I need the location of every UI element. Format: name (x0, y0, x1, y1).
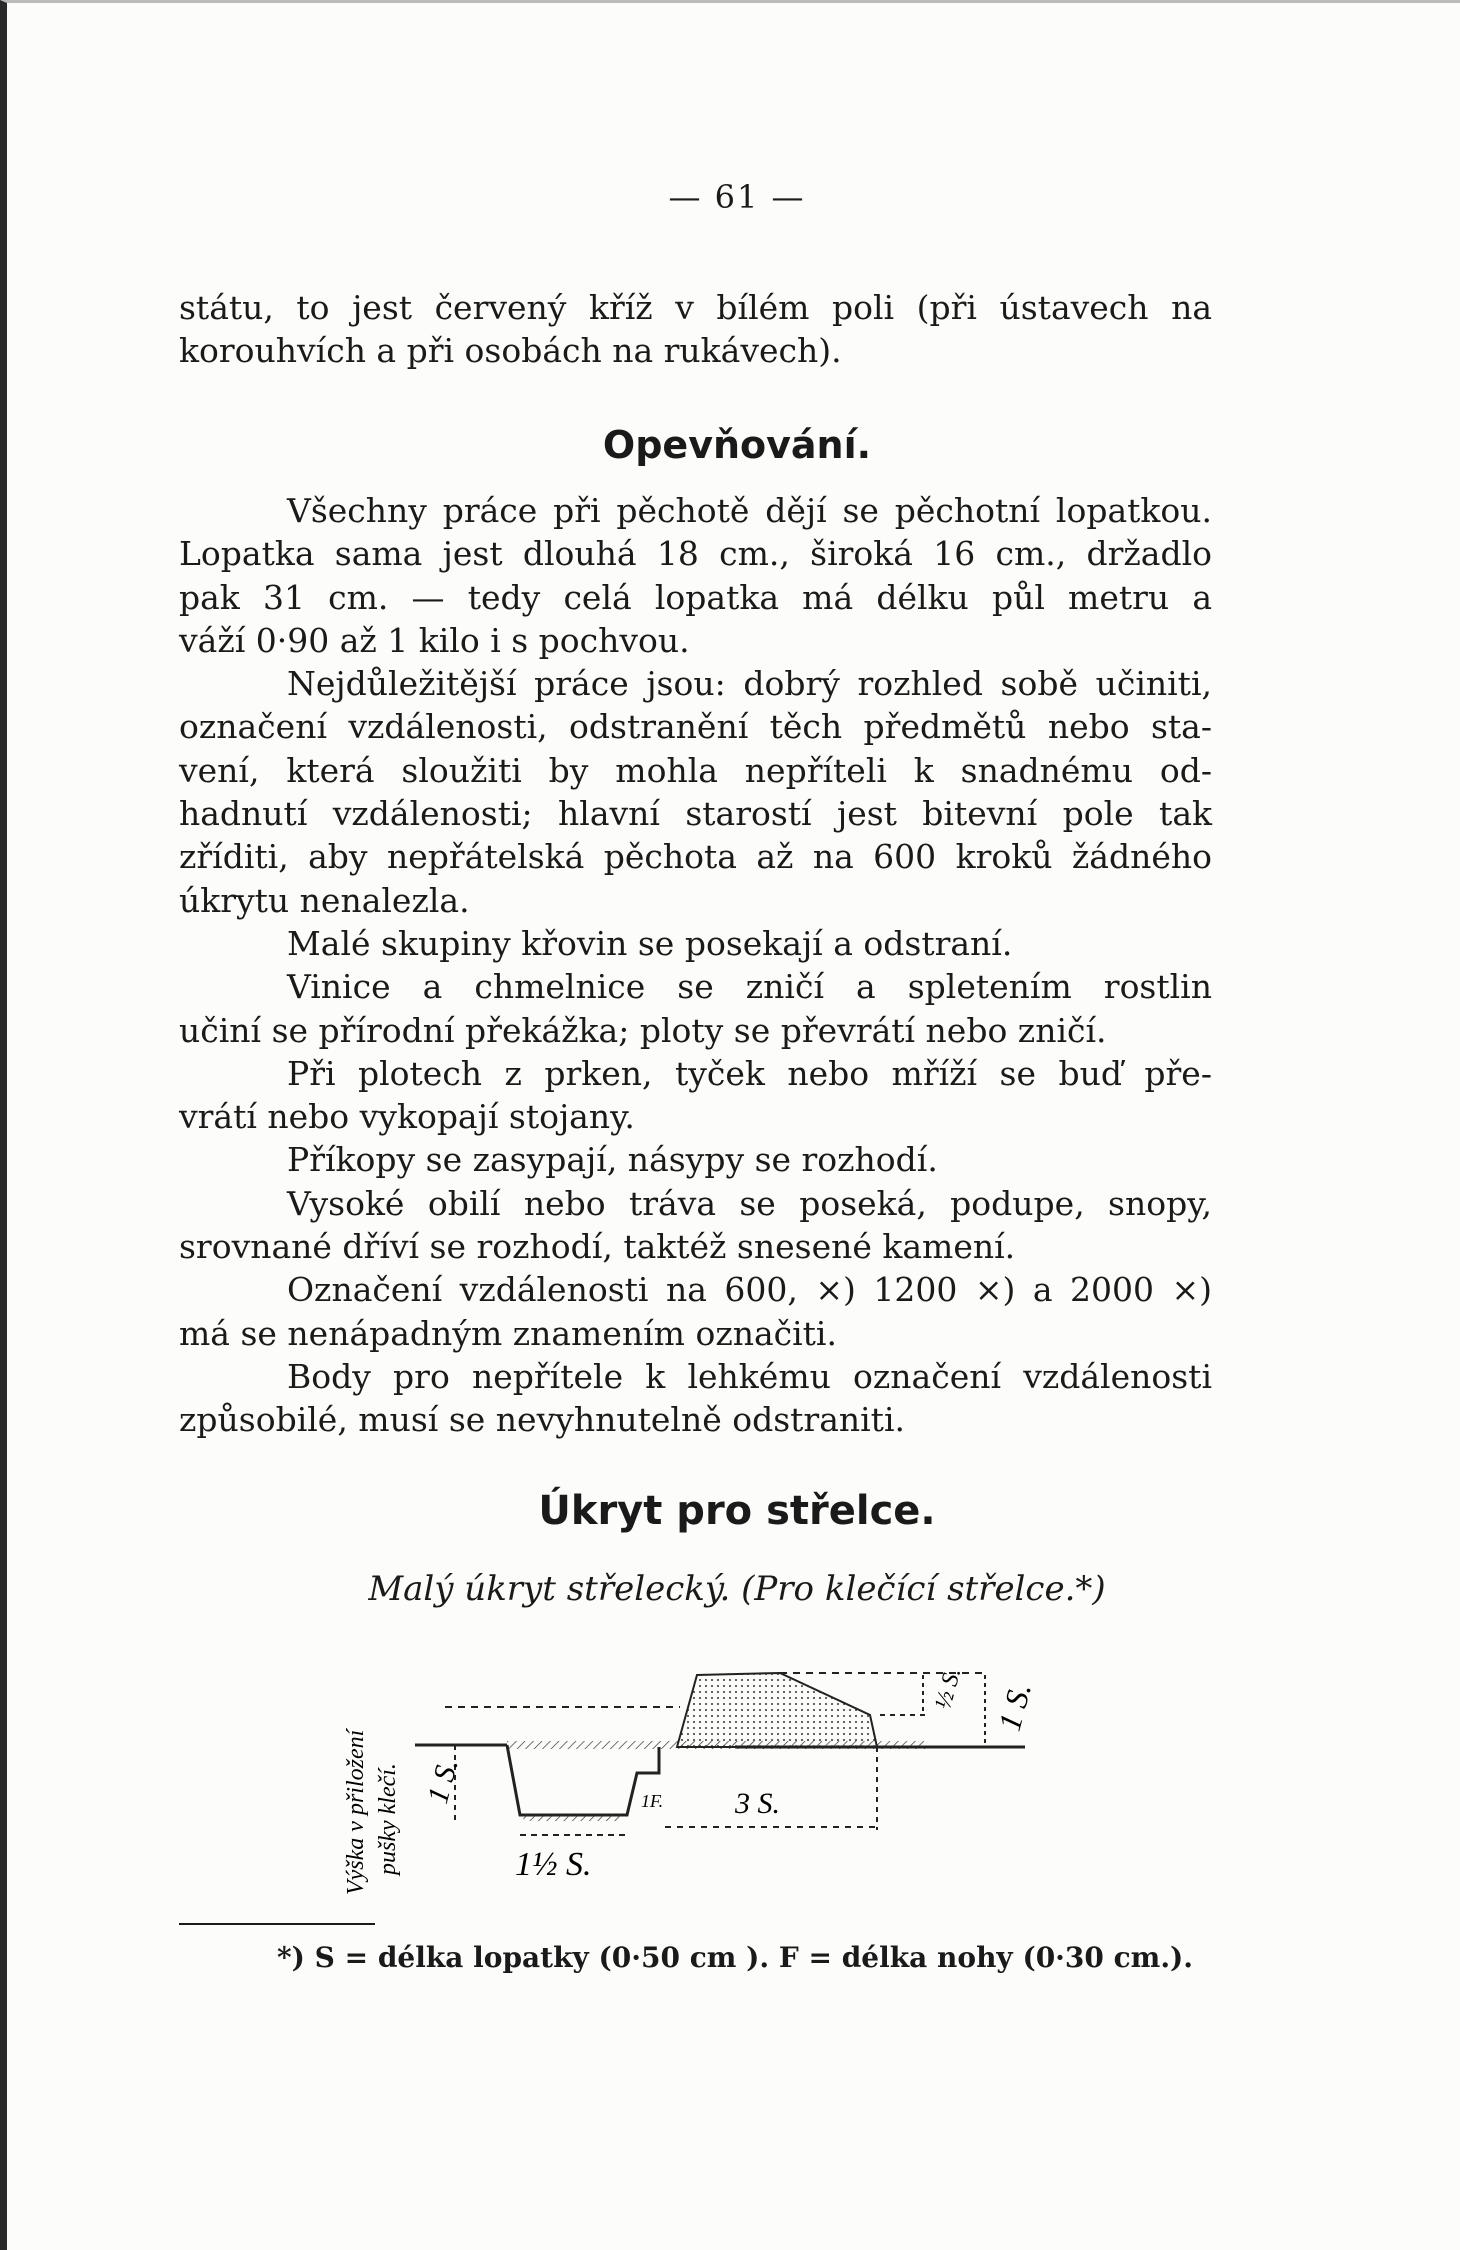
text-line: Malé skupiny křovin se posekají a odstraní. (287, 923, 1013, 963)
figure-side-label: Výška v přiložení (343, 1729, 369, 1895)
text-line: Označení vzdálenosti na 600, ×) 1200 ×) a 2000 ×) (287, 1270, 1212, 1310)
section-body (179, 489, 1212, 1442)
intro-paragraph (179, 286, 1212, 373)
text-line: má se nenápadným znamením označiti. (179, 1313, 837, 1353)
section-heading-opevnovani: Opevňování. (602, 423, 872, 467)
figure-side-label: pušky klečí. (375, 1763, 401, 1875)
footnote: *) S = délka lopatky (0·50 cm ). F = délka nohy (0·30 cm.). (277, 1941, 1194, 1974)
section-heading-ukryt: Úkryt pro střelce. (538, 1488, 936, 1534)
text-line: státu, to jest červený kříž v bílém poli (při ústavech na (179, 288, 1212, 327)
footnote-rule (179, 1923, 375, 1925)
text-line: srovnané dříví se rozhodí, taktéž snesené kamení. (179, 1227, 1016, 1267)
text-line: korouhvích a při osobách na rukávech). (179, 331, 842, 371)
label-parapet: ½ S. (930, 1664, 967, 1713)
text-line: Příkopy se zasypají, násypy se rozhodí. (287, 1140, 938, 1180)
text-line: Vinice a chmelnice se zničí a spletením rostlin (287, 967, 1212, 1007)
text-line: úkrytu nenalezla. (179, 880, 470, 920)
trench-outline (507, 1745, 659, 1815)
text-line: učiní se přírodní překážka; ploty se převrátí nebo zničí. (179, 1010, 1107, 1050)
figure-caption: Malý úkryt střelecký. (Pro klečící střelce.*) (368, 1569, 1106, 1609)
label-height: 1 S. (990, 1678, 1039, 1735)
label-trench-width: 1½ S. (515, 1846, 592, 1883)
trench-floor (520, 1815, 627, 1821)
text-line: označení vzdálenosti, odstranění těch předmětů nebo sta- (179, 707, 1212, 747)
text-line: Nejdůležitější práce jsou: dobrý rozhled sobě učiniti, (287, 664, 1212, 704)
text-line: hadnutí vzdálenosti; hlavní starostí jest bitevní pole tak (179, 794, 1212, 834)
label-berm: 3 S. (735, 1787, 780, 1820)
text-line: zříditi, aby nepřátelská pěchota až na 600 kroků žádného (179, 837, 1212, 877)
label-depth: 1 S. (421, 1754, 465, 1807)
text-line: vrátí nebo vykopají stojany. (179, 1097, 635, 1137)
parapet (677, 1673, 877, 1747)
text-line: Při plotech z prken, tyček nebo mříží se buď pře- (287, 1053, 1212, 1093)
label-step: 1F. (641, 1791, 664, 1811)
text-line: Všechny práce při pěchotě dějí se pěchotní lopatkou. (287, 491, 1212, 530)
text-line: způsobilé, musí se nevyhnutelně odstraniti. (179, 1400, 905, 1440)
text-line: Lopatka sama jest dlouhá 18 cm., široká 16 cm., držadlo (179, 534, 1212, 574)
text-line: pak 31 cm. — tedy celá lopatka má délku půl metru a (179, 577, 1212, 617)
page-number: — 61 — (668, 178, 806, 216)
text-line: Vysoké obilí nebo tráva se poseká, podupe, snopy, (287, 1183, 1212, 1223)
shooter-trench-diagram (325, 1635, 1065, 1905)
text-line: vení, která sloužiti by mohla nepříteli k snadnému od- (179, 750, 1212, 790)
text-line: Body pro nepřítele k lehkému označení vzdálenosti (287, 1356, 1212, 1396)
text-line: váží 0·90 až 1 kilo i s pochvou. (179, 620, 690, 660)
